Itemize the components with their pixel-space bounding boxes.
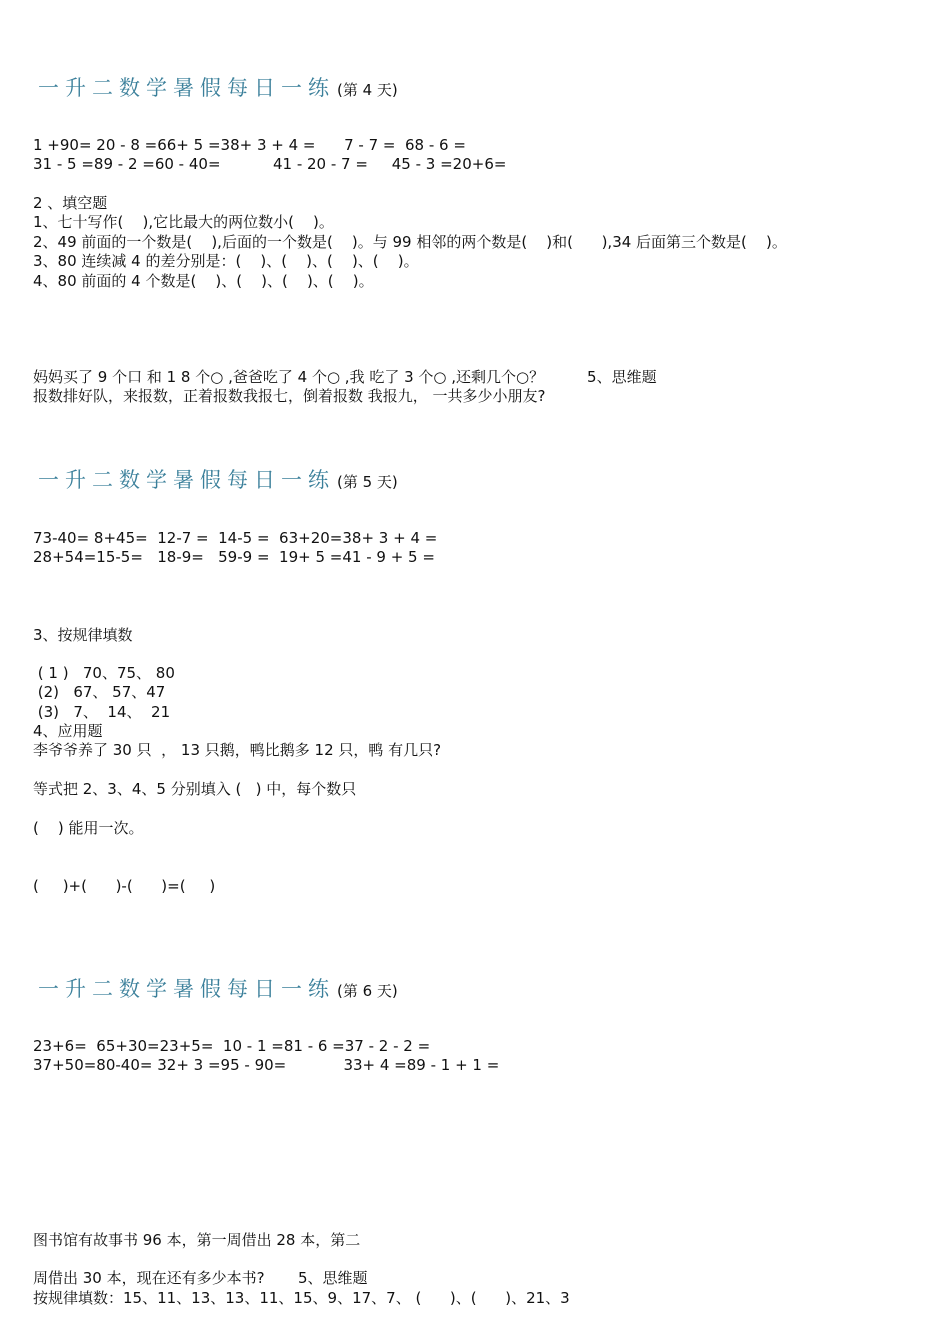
day4-fill-item-4: 4、80 前面的 4 个数是( )、( )、( )、( )。 <box>33 272 374 290</box>
day6-calc-line-2: 37+50=80-40= 32+ 3 =95 - 90= 33+ 4 =89 - 1 + 1 = <box>33 1056 500 1074</box>
day6-calc-line-1: 23+6= 65+30=23+5= 10 - 1 =81 - 6 =37 - 2 - 2 = <box>33 1037 431 1055</box>
day4-word-line-1: 妈妈买了 9 个口 和 1 8 个○ ,爸爸吃了 4 个○ ,我 吃了 3 个○ ,还剩几个○？ 5、思维题 <box>33 368 657 386</box>
day5-app-heading: 4、应用题 <box>33 722 103 740</box>
day5-pattern-item-3: (3) 7、 14、 21 <box>33 703 171 721</box>
day5-calc-line-1: 73-40= 8+45= 12-7 = 14-5 = 63+20=38+ 3 + 4 = <box>33 529 438 547</box>
day5-equation: ( )+( )-( )=( ) <box>33 877 216 895</box>
day5-equation-line-1: 等式把 2、3、4、5 分别填入 ( ) 中，每个数只 <box>33 780 357 798</box>
day5-title <box>38 464 398 494</box>
day4-title-day: (第 4 天) <box>337 81 398 99</box>
day5-title-main: 一升二数学暑假每日一练 <box>38 468 335 492</box>
day4-fill-item-1: 1、七十写作( ),它比最大的两位数小( )。 <box>33 213 334 231</box>
day4-fill-item-2: 2、49 前面的一个数是( ),后面的一个数是( )。与 99 相邻的两个数是( )和( ),34 后面第三个数是( )。 <box>33 233 787 251</box>
day4-fill-heading: 2 、填空题 <box>33 194 108 212</box>
day5-pattern-item-1: ( 1 ) 70、75、 80 <box>33 664 175 682</box>
day4-calc-line-2: 31 - 5 =89 - 2 =60 - 40= 41 - 20 - 7 = 45 - 3 =20+6= <box>33 155 507 173</box>
day6-word-line-1: 图书馆有故事书 96 本，第一周借出 28 本，第二 <box>33 1231 361 1249</box>
day4-title <box>38 72 398 102</box>
day6-word-line-3: 按规律填数：15、11、13、13、11、15、9、17、7、 ( )、( )、21、3 <box>33 1289 570 1307</box>
day4-title-main: 一升二数学暑假每日一练 <box>38 76 335 100</box>
day6-title <box>38 973 398 1003</box>
day5-calc-line-2: 28+54=15-5= 18-9= 59-9 = 19+ 5 =41 - 9 + 5 = <box>33 548 435 566</box>
day5-app-question: 李爷爷养了 30 只 ， 13 只鹅，鸭比鹅多 12 只，鸭 有几只? <box>33 741 442 759</box>
day6-title-main: 一升二数学暑假每日一练 <box>38 977 335 1001</box>
day6-word-line-2: 周借出 30 本，现在还有多少本书? 5、思维题 <box>33 1269 368 1287</box>
day5-title-day: (第 5 天) <box>337 473 398 491</box>
day4-calc-line-1: 1 +90= 20 - 8 =66+ 5 =38+ 3 + 4 = 7 - 7 = 68 - 6 = <box>33 136 466 154</box>
day4-word-line-2: 报数排好队，来报数，正着报数我报七，倒着报数 我报九， 一共多少小朋友? <box>33 387 546 405</box>
day4-fill-item-3: 3、80 连续减 4 的差分别是：( )、( )、( )、( )。 <box>33 252 419 270</box>
day5-equation-line-2: ( ) 能用一次。 <box>33 819 144 837</box>
day6-title-day: (第 6 天) <box>337 982 398 1000</box>
day5-pattern-item-2: (2) 67、 57、47 <box>33 683 166 701</box>
day5-pattern-heading: 3、按规律填数 <box>33 626 133 644</box>
